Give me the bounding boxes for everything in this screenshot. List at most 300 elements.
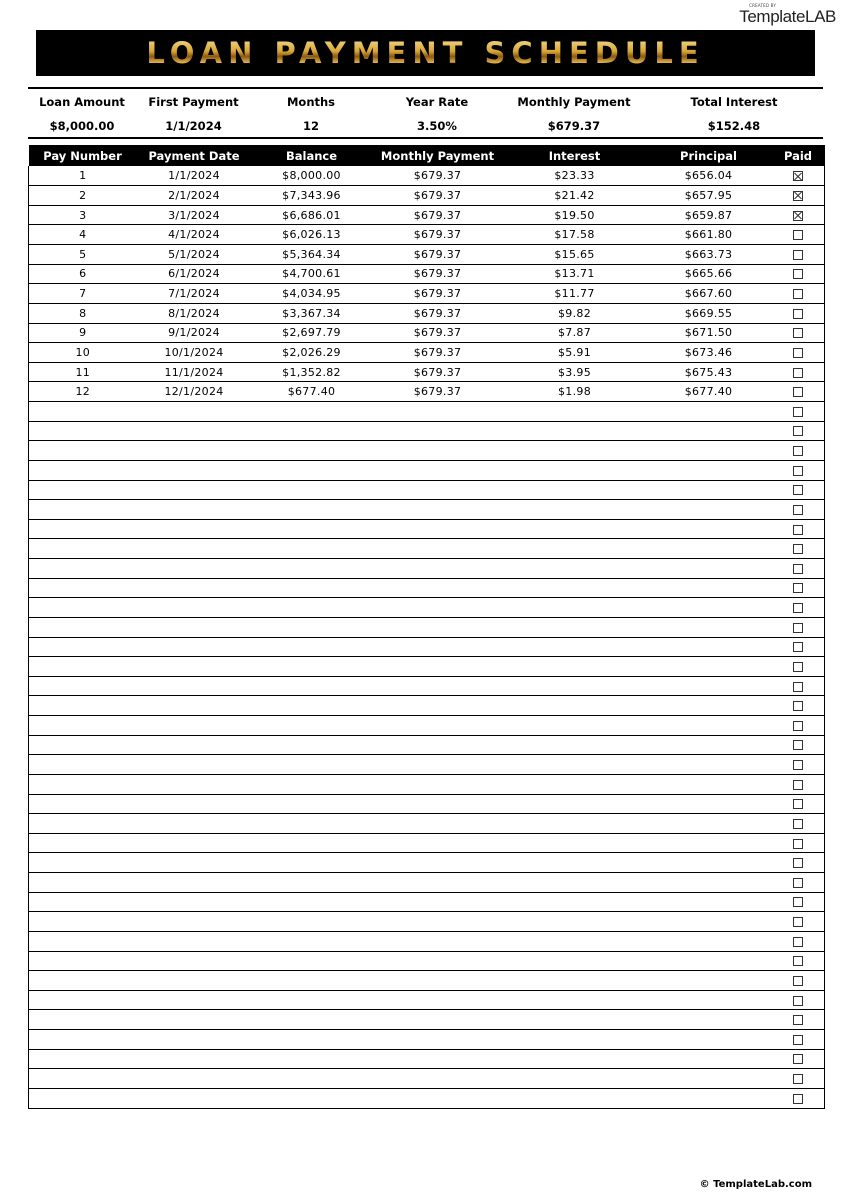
- table-row: [29, 637, 825, 657]
- paid-checkbox[interactable]: [793, 662, 803, 672]
- cell-interest: [504, 500, 646, 520]
- cell-interest: [504, 971, 646, 991]
- cell-balance: [252, 460, 372, 480]
- cell-monthly-payment: [372, 853, 504, 873]
- cell-interest: [504, 755, 646, 775]
- cell-interest: [504, 912, 646, 932]
- cell-payment-date: [137, 774, 252, 794]
- cell-interest: [504, 696, 646, 716]
- cell-interest: [504, 1088, 646, 1108]
- cell-balance: [252, 892, 372, 912]
- cell-paid: [772, 794, 825, 814]
- cell-payment-date: [137, 460, 252, 480]
- cell-monthly-payment: $679.37: [372, 362, 504, 382]
- paid-checkbox[interactable]: [793, 760, 803, 770]
- cell-monthly-payment: [372, 774, 504, 794]
- cell-interest: [504, 460, 646, 480]
- cell-balance: [252, 637, 372, 657]
- paid-checkbox-checked[interactable]: [793, 191, 803, 201]
- cell-payment-date: 3/1/2024: [137, 205, 252, 225]
- cell-paid: [772, 1069, 825, 1089]
- table-row: [29, 794, 825, 814]
- cell-pay-number: [29, 657, 137, 677]
- header-monthly-payment: Monthly Payment: [372, 145, 504, 166]
- cell-pay-number: [29, 1088, 137, 1108]
- cell-pay-number: [29, 676, 137, 696]
- paid-checkbox[interactable]: [793, 1094, 803, 1104]
- cell-paid: [772, 303, 825, 323]
- paid-checkbox[interactable]: [793, 368, 803, 378]
- table-row: [29, 814, 825, 834]
- cell-monthly-payment: [372, 873, 504, 893]
- cell-interest: [504, 794, 646, 814]
- paid-checkbox[interactable]: [793, 1015, 803, 1025]
- table-row: [29, 1010, 825, 1030]
- cell-interest: [504, 990, 646, 1010]
- cell-monthly-payment: $679.37: [372, 303, 504, 323]
- cell-interest: [504, 1030, 646, 1050]
- cell-monthly-payment: [372, 1088, 504, 1108]
- cell-balance: $7,343.96: [252, 186, 372, 206]
- cell-pay-number: [29, 480, 137, 500]
- cell-principal: [646, 421, 772, 441]
- cell-pay-number: [29, 402, 137, 422]
- cell-pay-number: [29, 519, 137, 539]
- cell-paid: [772, 755, 825, 775]
- cell-payment-date: [137, 853, 252, 873]
- cell-monthly-payment: $679.37: [372, 323, 504, 343]
- cell-paid: [772, 873, 825, 893]
- cell-principal: [646, 716, 772, 736]
- table-row: [29, 578, 825, 598]
- cell-pay-number: [29, 853, 137, 873]
- cell-interest: $1.98: [504, 382, 646, 402]
- cell-payment-date: [137, 598, 252, 618]
- cell-monthly-payment: [372, 912, 504, 932]
- cell-pay-number: [29, 1010, 137, 1030]
- paid-checkbox[interactable]: [793, 485, 803, 495]
- cell-balance: $3,367.34: [252, 303, 372, 323]
- table-row: [29, 696, 825, 716]
- cell-interest: $5.91: [504, 343, 646, 363]
- cell-payment-date: [137, 657, 252, 677]
- table-row: [29, 892, 825, 912]
- cell-monthly-payment: [372, 539, 504, 559]
- cell-payment-date: [137, 931, 252, 951]
- cell-principal: [646, 696, 772, 716]
- cell-interest: $15.65: [504, 245, 646, 265]
- footer-copyright[interactable]: © TemplateLab.com: [699, 1179, 812, 1190]
- paid-checkbox[interactable]: [793, 642, 803, 652]
- cell-pay-number: 9: [29, 323, 137, 343]
- paid-checkbox[interactable]: [793, 544, 803, 554]
- table-row: [29, 1069, 825, 1089]
- table-row: [29, 873, 825, 893]
- cell-principal: [646, 657, 772, 677]
- cell-balance: $4,700.61: [252, 264, 372, 284]
- cell-monthly-payment: [372, 402, 504, 422]
- cell-pay-number: 10: [29, 343, 137, 363]
- cell-balance: [252, 519, 372, 539]
- paid-checkbox[interactable]: [793, 878, 803, 888]
- cell-payment-date: [137, 1030, 252, 1050]
- table-row: [29, 166, 825, 186]
- cell-payment-date: [137, 1088, 252, 1108]
- cell-monthly-payment: $679.37: [372, 186, 504, 206]
- cell-pay-number: 1: [29, 166, 137, 186]
- cell-balance: [252, 1088, 372, 1108]
- cell-paid: [772, 245, 825, 265]
- cell-interest: $7.87: [504, 323, 646, 343]
- cell-balance: [252, 617, 372, 637]
- cell-balance: [252, 951, 372, 971]
- cell-payment-date: 6/1/2024: [137, 264, 252, 284]
- paid-checkbox[interactable]: [793, 603, 803, 613]
- cell-balance: [252, 716, 372, 736]
- cell-principal: [646, 539, 772, 559]
- cell-principal: [646, 892, 772, 912]
- table-row: [29, 421, 825, 441]
- templatelab-logo: [739, 3, 836, 25]
- cell-monthly-payment: [372, 1010, 504, 1030]
- cell-principal: $671.50: [646, 323, 772, 343]
- cell-balance: [252, 931, 372, 951]
- cell-pay-number: [29, 1069, 137, 1089]
- paid-checkbox[interactable]: [793, 956, 803, 966]
- table-row: [29, 186, 825, 206]
- cell-payment-date: 11/1/2024: [137, 362, 252, 382]
- table-row: [29, 402, 825, 422]
- cell-payment-date: [137, 990, 252, 1010]
- cell-paid: [772, 912, 825, 932]
- cell-monthly-payment: $679.37: [372, 343, 504, 363]
- cell-monthly-payment: [372, 735, 504, 755]
- cell-balance: $5,364.34: [252, 245, 372, 265]
- cell-balance: [252, 990, 372, 1010]
- cell-balance: [252, 1049, 372, 1069]
- paid-checkbox[interactable]: [793, 348, 803, 358]
- cell-balance: [252, 794, 372, 814]
- cell-payment-date: [137, 912, 252, 932]
- cell-payment-date: [137, 441, 252, 461]
- cell-pay-number: [29, 971, 137, 991]
- cell-pay-number: 11: [29, 362, 137, 382]
- paid-checkbox[interactable]: [793, 1035, 803, 1045]
- cell-interest: [504, 716, 646, 736]
- cell-balance: [252, 1030, 372, 1050]
- header-principal: Principal: [646, 145, 772, 166]
- cell-pay-number: 4: [29, 225, 137, 245]
- cell-principal: [646, 617, 772, 637]
- cell-monthly-payment: [372, 559, 504, 579]
- cell-balance: [252, 598, 372, 618]
- cell-interest: $17.58: [504, 225, 646, 245]
- cell-pay-number: [29, 774, 137, 794]
- cell-paid: [772, 578, 825, 598]
- cell-interest: [504, 519, 646, 539]
- paid-checkbox[interactable]: [793, 407, 803, 417]
- table-row: [29, 676, 825, 696]
- cell-interest: [504, 559, 646, 579]
- table-row: [29, 245, 825, 265]
- cell-payment-date: [137, 519, 252, 539]
- cell-principal: [646, 1030, 772, 1050]
- summary-value-loan-amount: $8,000.00: [49, 119, 115, 133]
- cell-principal: $667.60: [646, 284, 772, 304]
- cell-interest: $9.82: [504, 303, 646, 323]
- cell-interest: [504, 676, 646, 696]
- cell-pay-number: [29, 873, 137, 893]
- cell-balance: [252, 402, 372, 422]
- cell-paid: [772, 441, 825, 461]
- table-row: [29, 303, 825, 323]
- cell-principal: [646, 578, 772, 598]
- paid-checkbox[interactable]: [793, 583, 803, 593]
- cell-principal: [646, 833, 772, 853]
- cell-interest: [504, 1049, 646, 1069]
- cell-payment-date: [137, 578, 252, 598]
- paid-checkbox[interactable]: [793, 780, 803, 790]
- cell-principal: [646, 990, 772, 1010]
- table-row: [29, 931, 825, 951]
- table-row: [29, 598, 825, 618]
- cell-pay-number: [29, 441, 137, 461]
- cell-monthly-payment: $679.37: [372, 264, 504, 284]
- cell-payment-date: [137, 1049, 252, 1069]
- paid-checkbox[interactable]: [793, 937, 803, 947]
- table-row: [29, 284, 825, 304]
- paid-checkbox-checked[interactable]: [793, 171, 803, 181]
- cell-balance: $6,686.01: [252, 205, 372, 225]
- cell-interest: $11.77: [504, 284, 646, 304]
- cell-principal: $661.80: [646, 225, 772, 245]
- cell-paid: [772, 205, 825, 225]
- table-header-row: [29, 145, 825, 166]
- summary-value-year-rate: 3.50%: [417, 119, 457, 133]
- cell-payment-date: [137, 971, 252, 991]
- paid-checkbox[interactable]: [793, 269, 803, 279]
- cell-balance: [252, 539, 372, 559]
- cell-paid: [772, 971, 825, 991]
- table-body: [29, 166, 825, 1108]
- cell-paid: [772, 480, 825, 500]
- cell-interest: [504, 814, 646, 834]
- paid-checkbox[interactable]: [793, 387, 803, 397]
- cell-payment-date: [137, 500, 252, 520]
- header-balance: Balance: [252, 145, 372, 166]
- table-row: [29, 382, 825, 402]
- cell-pay-number: [29, 755, 137, 775]
- cell-paid: [772, 990, 825, 1010]
- cell-interest: $3.95: [504, 362, 646, 382]
- paid-checkbox[interactable]: [793, 1074, 803, 1084]
- paid-checkbox[interactable]: [793, 897, 803, 907]
- cell-monthly-payment: [372, 657, 504, 677]
- cell-pay-number: [29, 1030, 137, 1050]
- cell-balance: [252, 971, 372, 991]
- cell-balance: [252, 1069, 372, 1089]
- cell-principal: [646, 637, 772, 657]
- title-bar: [36, 30, 815, 76]
- logo-wordmark: TemplateLAB: [739, 7, 836, 26]
- cell-balance: [252, 755, 372, 775]
- cell-interest: [504, 735, 646, 755]
- cell-principal: [646, 598, 772, 618]
- cell-paid: [772, 343, 825, 363]
- cell-principal: [646, 1010, 772, 1030]
- cell-paid: [772, 1010, 825, 1030]
- cell-principal: [646, 755, 772, 775]
- paid-checkbox[interactable]: [793, 740, 803, 750]
- paid-checkbox[interactable]: [793, 309, 803, 319]
- cell-balance: [252, 735, 372, 755]
- table-row: [29, 755, 825, 775]
- cell-pay-number: 3: [29, 205, 137, 225]
- paid-checkbox[interactable]: [793, 525, 803, 535]
- cell-payment-date: [137, 676, 252, 696]
- paid-checkbox[interactable]: [793, 564, 803, 574]
- table-row: [29, 912, 825, 932]
- cell-paid: [772, 637, 825, 657]
- cell-interest: [504, 441, 646, 461]
- cell-balance: [252, 833, 372, 853]
- cell-pay-number: 7: [29, 284, 137, 304]
- cell-paid: [772, 362, 825, 382]
- cell-interest: [504, 951, 646, 971]
- cell-monthly-payment: [372, 892, 504, 912]
- cell-interest: [504, 539, 646, 559]
- cell-principal: $657.95: [646, 186, 772, 206]
- cell-pay-number: [29, 696, 137, 716]
- cell-principal: [646, 441, 772, 461]
- cell-pay-number: [29, 735, 137, 755]
- cell-interest: [504, 873, 646, 893]
- paid-checkbox-checked[interactable]: [793, 211, 803, 221]
- cell-principal: [646, 559, 772, 579]
- paid-checkbox[interactable]: [793, 446, 803, 456]
- paid-checkbox[interactable]: [793, 505, 803, 515]
- cell-payment-date: [137, 814, 252, 834]
- cell-paid: [772, 402, 825, 422]
- cell-monthly-payment: $679.37: [372, 205, 504, 225]
- loan-summary: [28, 87, 823, 139]
- paid-checkbox[interactable]: [793, 799, 803, 809]
- cell-balance: [252, 912, 372, 932]
- cell-pay-number: [29, 912, 137, 932]
- cell-pay-number: [29, 421, 137, 441]
- cell-pay-number: 6: [29, 264, 137, 284]
- cell-payment-date: [137, 873, 252, 893]
- cell-payment-date: 9/1/2024: [137, 323, 252, 343]
- paid-checkbox[interactable]: [793, 623, 803, 633]
- paid-checkbox[interactable]: [793, 858, 803, 868]
- paid-checkbox[interactable]: [793, 426, 803, 436]
- table-row: [29, 559, 825, 579]
- paid-checkbox[interactable]: [793, 701, 803, 711]
- cell-monthly-payment: $679.37: [372, 284, 504, 304]
- table-row: [29, 480, 825, 500]
- cell-monthly-payment: [372, 617, 504, 637]
- cell-balance: [252, 421, 372, 441]
- summary-label-months: Months: [286, 95, 336, 109]
- cell-principal: [646, 931, 772, 951]
- table-row: [29, 1030, 825, 1050]
- cell-payment-date: [137, 1010, 252, 1030]
- paid-checkbox[interactable]: [793, 328, 803, 338]
- cell-pay-number: 12: [29, 382, 137, 402]
- cell-paid: [772, 460, 825, 480]
- cell-monthly-payment: $679.37: [372, 245, 504, 265]
- cell-pay-number: [29, 617, 137, 637]
- paid-checkbox[interactable]: [793, 466, 803, 476]
- cell-payment-date: [137, 402, 252, 422]
- cell-balance: [252, 853, 372, 873]
- summary-label-first-payment: First Payment: [148, 95, 239, 109]
- paid-checkbox[interactable]: [793, 839, 803, 849]
- paid-checkbox[interactable]: [793, 230, 803, 240]
- cell-payment-date: 5/1/2024: [137, 245, 252, 265]
- cell-interest: $23.33: [504, 166, 646, 186]
- table-row: [29, 225, 825, 245]
- cell-interest: [504, 774, 646, 794]
- cell-balance: [252, 441, 372, 461]
- paid-checkbox[interactable]: [793, 721, 803, 731]
- cell-monthly-payment: [372, 931, 504, 951]
- paid-checkbox[interactable]: [793, 917, 803, 927]
- cell-pay-number: [29, 990, 137, 1010]
- cell-principal: [646, 814, 772, 834]
- cell-interest: $19.50: [504, 205, 646, 225]
- cell-paid: [772, 676, 825, 696]
- cell-paid: [772, 559, 825, 579]
- cell-paid: [772, 774, 825, 794]
- cell-paid: [772, 696, 825, 716]
- cell-principal: $659.87: [646, 205, 772, 225]
- table-row: [29, 833, 825, 853]
- paid-checkbox[interactable]: [793, 289, 803, 299]
- summary-value-total-interest: $152.48: [707, 119, 761, 133]
- cell-monthly-payment: [372, 578, 504, 598]
- paid-checkbox[interactable]: [793, 682, 803, 692]
- paid-checkbox[interactable]: [793, 819, 803, 829]
- cell-balance: [252, 696, 372, 716]
- cell-principal: $665.66: [646, 264, 772, 284]
- summary-value-monthly-payment: $679.37: [547, 119, 601, 133]
- paid-checkbox[interactable]: [793, 250, 803, 260]
- cell-pay-number: [29, 716, 137, 736]
- cell-payment-date: [137, 1069, 252, 1089]
- cell-principal: [646, 735, 772, 755]
- cell-paid: [772, 539, 825, 559]
- paid-checkbox[interactable]: [793, 996, 803, 1006]
- paid-checkbox[interactable]: [793, 1054, 803, 1064]
- cell-pay-number: 5: [29, 245, 137, 265]
- paid-checkbox[interactable]: [793, 976, 803, 986]
- table-row: [29, 1088, 825, 1108]
- cell-pay-number: [29, 500, 137, 520]
- table-row: [29, 853, 825, 873]
- summary-value-months: 12: [302, 119, 319, 133]
- cell-payment-date: [137, 735, 252, 755]
- cell-monthly-payment: [372, 1069, 504, 1089]
- cell-balance: [252, 657, 372, 677]
- cell-paid: [772, 617, 825, 637]
- cell-paid: [772, 1088, 825, 1108]
- cell-balance: [252, 559, 372, 579]
- cell-monthly-payment: [372, 676, 504, 696]
- table-row: [29, 205, 825, 225]
- cell-monthly-payment: $679.37: [372, 382, 504, 402]
